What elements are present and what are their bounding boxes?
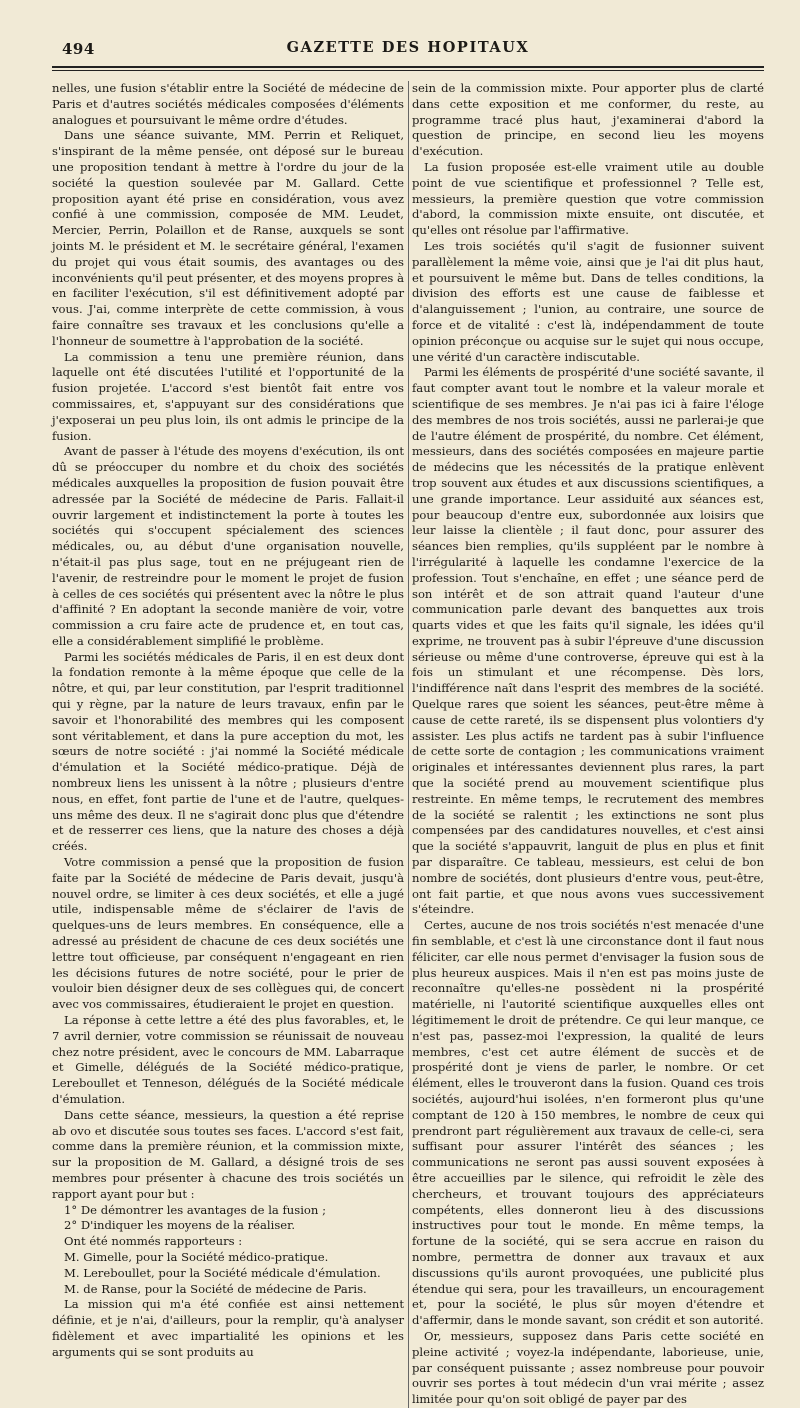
paragraph: La commission a tenu une première réunion, dans laquelle ont été discutées l'utilité et l'opportunité de la fusion projetée. L'accord s'est bientôt fait entre vos commissaires, et, s'appuyant sur des considérations que j'exposerai un peu plus loin, ils ont admis le principe de la fusion.: [52, 349, 404, 443]
list-item: 1° De démontrer les avantages de la fusion ;: [64, 1202, 326, 1217]
paragraph: Avant de passer à l'étude des moyens d'exécution, ils ont dû se préoccuper du nombre et du choix des sociétés médicales auxquelles la proposition de fusion pouvait être adressée par la Société de médecine de Paris. Fallait-il ouvrir largement et indistinctement la porte à toutes les sociétés qui s'occupent spécialement des sciences médicales, ou, au début d'une organisation nouvelle, n'était-il pas plus sage, tout en ne préjugeant rien de l'avenir, de restreindre pour le moment le projet de fusion à celles de ces sociétés qui présentent avec la nôtre le plus d'affinité ? En adoptant la seconde manière de voir, votre commission a cru faire acte de prudence et, en tout cas, elle a considérablement simplifié le problème.: [52, 444, 404, 648]
list-item: M. Gimelle, pour la Société médico-pratique.: [64, 1249, 329, 1264]
paragraph: La mission qui m'a été confiée est ainsi nettement définie, et je n'ai, d'ailleurs, pour la remplir, qu'à analyser fidèlement et avec impartialité les opinions et les arguments qui se sont produits au: [52, 1297, 404, 1359]
paragraph: Parmi les sociétés médicales de Paris, il en est deux dont la fondation remonte à la même époque que celle de la nôtre, et qui, par leur constitution, par l'esprit traditionnel qui y règne, par la nature de leurs travaux, enfin par le savoir et l'honorabilité des membres qui les composent sont véritablement, et dans la pure acception du mot, les sœurs de notre société : j'ai nommé la Société médicale d'émulation et la Société médico-pratique. Déjà de nombreux liens les unissent à la nôtre ; plusieurs d'entre nous, en effet, font partie de l'une et de l'autre, quelques-uns même des deux. Il ne s'agirait donc plus que d'étendre et de resserrer ces liens, que la nature des choses a déjà créés.: [52, 649, 404, 854]
paragraph: Votre commission a pensé que la proposition de fusion faite par la Société de médecine de Paris devait, jusqu'à nouvel ordre, se limiter à ces deux sociétés, et elle a jugé utile, indispensable même de s'éclairer de l'avis de quelques-uns de leurs membres. En conséquence, elle a adressé au président de chacune de ces deux sociétés une lettre tout officieuse, par conséquent n'engageant en rien les décisions futures de notre société, pour le prier de vouloir bien désigner deux de ses collègues qui, de concert avec vos commissaires, étudieraient le projet en question.: [52, 855, 404, 1012]
list-item: Ont été nommés rapporteurs :: [64, 1234, 243, 1249]
journal-title: GAZETTE DES HOPITAUX: [286, 39, 530, 56]
list-item: M. Lereboullet, pour la Société médicale d'émulation.: [64, 1265, 381, 1280]
paragraph: Les trois sociétés qu'il s'agit de fusionner suivent parallèlement la même voie, ainsi que je l'ai dit plus haut, et poursuivent le même but. Dans de telles conditions, la division des efforts est une cause de faiblesse et d'alanguissement ; l'union, au contraire, une source de force et de vitalité : c'est là, indépendamment de toute opinion préconçue ou acquise sur le sujet qui nous occupe, une vérité d'un caractère indiscutable.: [412, 238, 764, 364]
list-item: M. de Ranse, pour la Société de médecine de Paris.: [64, 1281, 367, 1296]
text-columns: [52, 81, 764, 1408]
paragraph: La fusion proposée est-elle vraiment utile au double point de vue scientifique et professionnel ? Telle est, messieurs, la première question que votre commission d'abord, la commission mixte ensuite, ont discutée, et qu'elles ont résolue par l'affirmative.: [412, 159, 764, 238]
paragraph: nelles, une fusion s'établir entre la Société de médecine de Paris et d'autres sociétés médicales composées d'éléments analogues et poursuivant le même ordre d'études.: [52, 81, 404, 127]
right-column: [412, 81, 764, 1408]
paragraph: Or, messieurs, supposez dans Paris cette société en pleine activité ; voyez-la indépendante, laborieuse, unie, par conséquent puissante ; assez nombreuse pour pouvoir ouvrir ses portes à tout médecin d'un vrai mérite ; assez limitée pour qu'on soit obligé de payer par des: [412, 1328, 764, 1407]
paragraph: Parmi les éléments de prospérité d'une société savante, il faut compter avant tout le nombre et la valeur morale et scientifique de ses membres. Je n'ai pas ici à faire l'éloge des membres de nos trois sociétés, aussi ne parlerai-je que de l'autre élément de prospérité, du nombre. Cet élément, messieurs, dans des sociétés composées en majeure partie de médecins que les nécessités de la pratique enlèvent trop souvent aux études et aux discussions scientifiques, a une grande importance. Leur assiduité aux séances est, pour beaucoup d'entre eux, subordonnée aux loisirs que leur laisse la clientèle ; il faut donc, pour assurer des séances bien remplies, qu'ils suppléent par le nombre à l'irrégularité à laquelle les condamne l'exercice de la profession. Tout s'enchaîne, en effet ; une séance perd de son intérêt et de son attrait quand l'auteur d'une communication parle devant des banquettes aux trois quarts vides et que les faits qu'il signale, les idées qu'il exprime, ne trouvent pas à subir l'épreuve d'une discussion sérieuse ou même d'une controverse, épreuve qui est à la fois un stimulant et une récompense. Dès lors, l'indifférence naît dans l'esprit des membres de la société. Quelque rares que soient les séances, peut-être même à cause de cette rareté, ils se dispensent plus volontiers d'y assister. Les plus actifs ne tardent pas à subir l'influence de cette sorte de contagion ; les communications vraiment originales et intéressantes deviennent plus rares, la part que la société prend au mouvement scientifique plus restreinte. En même temps, le recrutement des membres de la société se ralentit ; les extinctions ne sont plus compensées par des candidatures nouvelles, et c'est ainsi que la société s'appauvrit, languit de plus en plus et finit par disparaître. Ce tableau, messieurs, est celui de bon nombre de sociétés, dont plusieurs d'entre vous, peut-être, ont fait partie, et que nous avons vues successivement s'éteindre.: [412, 365, 764, 917]
paragraph: Dans une séance suivante, MM. Perrin et Reliquet, s'inspirant de la même pensée, ont déposé sur le bureau une proposition tendant à mettre à l'ordre du jour de la société la question soulevée par M. Gallard. Cette proposition ayant été prise en considération, vous avez confié à une commission, composée de MM. Leudet, Mercier, Perrin, Polaillon et de Ranse, auxquels se sont joints M. le président et M. le secrétaire général, l'examen du projet qui vous était soumis, des avantages ou des inconvénients qu'il peut présenter, et des moyens propres à en faciliter l'exécution, s'il est définitivement adopté par vous. J'ai, comme interprète de cette commission, à vous faire connaître ses travaux et les conclusions qu'elle a l'honneur de soumettre à l'approbation de la société.: [52, 128, 404, 348]
paragraph: sein de la commission mixte. Pour apporter plus de clarté dans cette exposition et me conformer, du reste, au programme tracé plus haut, j'examinerai d'abord la question de principe, en second lieu les moyens d'exécution.: [412, 81, 764, 159]
page-number: 494: [62, 40, 95, 58]
paragraph: La réponse à cette lettre a été des plus favorables, et, le 7 avril dernier, votre commission se réunissait de nouveau chez notre président, avec le concours de MM. Labarraque et Gimelle, délégués de la Société médico-pratique, Lereboullet et Tenneson, délégués de la Société médicale d'émulation.: [52, 1013, 404, 1106]
paragraph: Dans cette séance, messieurs, la question a été reprise ab ovo et discutée sous toutes ses faces. L'accord s'est fait, comme dans la première réunion, et la commission mixte, sur la proposition de M. Gallard, a désigné trois de ses membres pour présenter à chacune des trois sociétés un rapport ayant pour but :: [52, 1107, 404, 1201]
left-column: [52, 81, 404, 1408]
header-rule: [52, 66, 764, 71]
page-header: [52, 26, 764, 56]
list-item: 2° D'indiquer les moyens de la réaliser.: [64, 1218, 296, 1233]
paragraph: Certes, aucune de nos trois sociétés n'est menacée d'une fin semblable, et c'est là une circonstance dont il faut nous féliciter, car elle nous permet d'envisager la fusion sous de plus heureux auspices. Mais il n'en est pas moins juste de reconnaître qu'elles-ne possèdent ni la prospérité matérielle, ni l'autorité scientifique auxquelles elles ont légitimement le droit de prétendre. Ce qui leur manque, ce n'est pas, passez-moi l'expression, la qualité de leurs membres, c'est cet autre élément de succès et de prospérité dont je viens de parler, le nombre. Or cet élément, elles le trouveront dans la fusion. Quand ces trois sociétés, aujourd'hui isolées, n'en formeront plus qu'une comptant de 120 à 150 membres, le nombre de ceux qui prendront part régulièrement aux travaux de celle-ci, sera suffisant pour assurer l'intérêt des séances ; les communications ne seront pas aussi souvent exposées à être accueillies par le silence, qui refroidit le zèle des chercheurs, et trouvant toujours des appréciateurs compétents, elles donneront lieu à des discussions instructives pour tout le monde. En même temps, la fortune de la société, qui se sera accrue en raison du nombre, permettra de donner aux travaux et aux discussions qu'ils auront provoquées, une publicité plus étendue qui sera, pour les travailleurs, un encouragement et, pour la société, le plus sûr moyen d'étendre et d'affermir, dans le monde savant, son crédit et son autorité.: [412, 918, 764, 1328]
